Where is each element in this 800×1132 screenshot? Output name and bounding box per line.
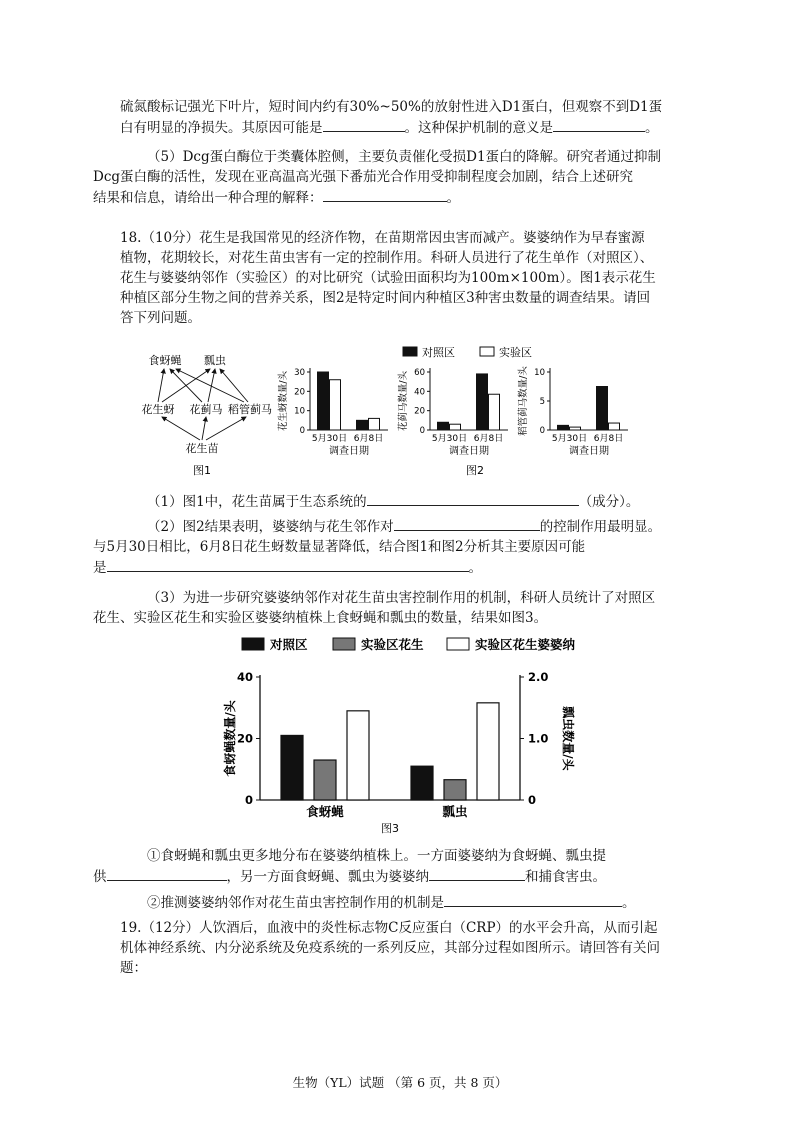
legend-swatch-experiment bbox=[480, 347, 494, 356]
answer-blank[interactable] bbox=[323, 187, 447, 202]
legend-swatch-control bbox=[242, 638, 264, 650]
bar bbox=[444, 780, 466, 800]
y-tick-label: 10 bbox=[294, 406, 305, 417]
y-tick-label: 20 bbox=[294, 387, 305, 398]
bar bbox=[281, 735, 303, 800]
y-tick-label: 60 bbox=[414, 368, 425, 378]
bar bbox=[609, 423, 620, 430]
y-tick-label: 0 bbox=[539, 426, 545, 436]
y-tick-label: 10 bbox=[534, 368, 545, 378]
bar bbox=[570, 427, 581, 430]
q18-intro-3: 花生与婆婆纳邻作（实验区）的对比研究（试验田面积均为100m×100m）。图1表示花生 bbox=[120, 270, 656, 286]
axis-label-y: 稻管蓟马数量/头 bbox=[518, 366, 529, 436]
figure-2-caption: 图2 bbox=[466, 464, 484, 477]
q18-sub1 bbox=[120, 491, 685, 512]
q18-sub3 bbox=[93, 588, 685, 628]
answer-blank[interactable] bbox=[429, 866, 525, 881]
legend-swatch-exp-speedwell bbox=[447, 638, 469, 650]
q18-sub2-b: 的控制作用最明显。 bbox=[539, 519, 662, 535]
figure-2-panels bbox=[277, 366, 628, 457]
q18-sub3-b: 花生、实验区花生和实验区婆婆纳植株上食蚜蝇和瓢虫的数量，结果如图3。 bbox=[93, 610, 548, 626]
bar bbox=[477, 374, 488, 430]
legend-label-control: 对照区 bbox=[422, 346, 455, 359]
q18-c1-d: 和捕食害虫。 bbox=[525, 869, 606, 885]
q18-sub2-d: 是 bbox=[93, 560, 107, 576]
q18-sub2-a: （2）图2结果表明，婆婆纳与花生邻作对 bbox=[147, 519, 394, 535]
x-tick-label: 食蚜蝇 bbox=[306, 804, 344, 819]
x-tick-label: 6月8日 bbox=[593, 434, 624, 444]
legend-label-control: 对照区 bbox=[270, 637, 308, 652]
q18-sub1-b: （成分）。 bbox=[578, 494, 640, 510]
y-tick-label: 20 bbox=[414, 406, 425, 417]
figure-2-legend bbox=[403, 345, 532, 359]
bar bbox=[489, 394, 500, 430]
q19-line-2: 机体神经系统、内分泌系统及免疫系统的一系列反应，其部分过程如图所示。请回答有关问 bbox=[120, 940, 660, 956]
bar bbox=[357, 420, 368, 430]
bar bbox=[330, 380, 341, 430]
figure-1-caption: 图1 bbox=[193, 464, 211, 477]
figures-1-2 bbox=[120, 342, 680, 480]
q18-c1-a: ①食蚜蝇和瓢虫更多地分布在婆婆纳植株上。一方面婆婆纳为食蚜蝇、瓢虫提 bbox=[147, 848, 606, 864]
legend-label-exp-peanut: 实验区花生 bbox=[361, 637, 424, 652]
q18-sub2-c: 与5月30日相比，6月8日花生蚜数量显著降低，结合图1和图2分析其主要原因可能 bbox=[93, 539, 586, 555]
q17-p5-a: （5）Dcg蛋白酶位于类囊体腔侧，主要负责催化受损D1蛋白的降解。研究者通过抑制 bbox=[147, 149, 662, 165]
q18-sub1-a: （1）图1中，花生苗属于生态系统的 bbox=[147, 494, 367, 510]
answer-blank[interactable] bbox=[323, 117, 405, 132]
q19-intro bbox=[120, 918, 685, 978]
q17-p5-b: Dcg蛋白酶的活性，发现在亚高温高光强下番茄光合作用受抑制程度会加剧，结合上述研究 bbox=[93, 169, 634, 185]
q19-line-3: 题： bbox=[120, 960, 147, 976]
axis-label-x: 调查日期 bbox=[329, 446, 369, 457]
q18-intro bbox=[120, 228, 685, 328]
food-web bbox=[142, 353, 273, 477]
bar bbox=[411, 766, 433, 800]
x-tick-label: 6月8日 bbox=[353, 434, 384, 444]
bar bbox=[369, 418, 380, 430]
x-tick-label: 5月30日 bbox=[431, 434, 468, 444]
page-footer: 生物（YL）试题 （第 6 页，共 8 页） bbox=[292, 1075, 508, 1090]
q18-item2 bbox=[120, 892, 685, 913]
q17-cont-c: 。这种保护机制的意义是 bbox=[404, 120, 553, 136]
node-flower-thrips: 花蓟马 bbox=[189, 403, 223, 416]
axis-label-y-right: 瓢虫数量/头 bbox=[561, 706, 575, 771]
y-tick-label-left: 20 bbox=[236, 731, 253, 746]
node-peanut-aphid: 花生蚜 bbox=[141, 403, 175, 416]
figure-3-caption: 图3 bbox=[381, 822, 399, 835]
figure-3-legend bbox=[242, 637, 576, 652]
q17-p5-c: 结果和信息，请给出一种合理的解释： bbox=[93, 190, 323, 206]
y-tick-label: 5 bbox=[539, 397, 545, 407]
node-peanut-seedling: 花生苗 bbox=[185, 442, 219, 455]
bar bbox=[438, 422, 449, 430]
x-tick-label: 5月30日 bbox=[551, 434, 588, 444]
y-tick-label: 40 bbox=[414, 387, 425, 398]
q18-item1 bbox=[93, 846, 685, 887]
q17-p5-d: 。 bbox=[446, 190, 460, 206]
q17-part5 bbox=[93, 147, 685, 208]
legend-swatch-control bbox=[403, 347, 417, 356]
bar bbox=[477, 703, 499, 800]
bar bbox=[314, 760, 336, 800]
node-rice-thrips: 稻管蓟马 bbox=[228, 403, 272, 416]
x-tick-label: 瓢虫 bbox=[442, 804, 468, 819]
bar bbox=[347, 711, 369, 800]
bar bbox=[597, 387, 608, 431]
node-ladybug: 瓢虫 bbox=[204, 354, 226, 367]
y-tick-label: 30 bbox=[294, 368, 305, 378]
y-tick-label-right: 1.0 bbox=[528, 731, 549, 746]
q18-sub2-e: 。 bbox=[468, 560, 482, 576]
answer-blank[interactable] bbox=[553, 117, 645, 132]
answer-blank[interactable] bbox=[107, 557, 469, 572]
q18-c1-c: ，另一方面食蚜蝇、瓢虫为婆婆纳 bbox=[226, 869, 429, 885]
q18-intro-5: 答下列问题。 bbox=[120, 310, 201, 326]
legend-label-experiment: 实验区 bbox=[499, 346, 532, 359]
x-tick-label: 5月30日 bbox=[311, 434, 348, 444]
bar bbox=[450, 424, 461, 430]
axis-label-y: 花生蚜数量/头 bbox=[278, 370, 289, 432]
y-tick-label-left: 40 bbox=[236, 670, 253, 684]
q17-cont-b: 白有明显的净损失。其原因可能是 bbox=[120, 120, 323, 136]
axis-label-y-left: 食蚜蝇数量/头 bbox=[223, 700, 237, 777]
q18-c2-a: ②推测婆婆纳邻作对花生苗虫害控制作用的机制是 bbox=[147, 895, 444, 911]
y-tick-label-left: 0 bbox=[244, 793, 253, 807]
q18-sub2 bbox=[93, 516, 685, 578]
legend-label-exp-speedwell: 实验区花生婆婆纳 bbox=[475, 637, 576, 652]
x-tick-label: 6月8日 bbox=[473, 434, 504, 444]
q18-intro-1: 18.（10分）花生是我国常见的经济作物，在苗期常因虫害而减产。婆婆纳作为早春蜜源 bbox=[120, 230, 645, 246]
answer-blank[interactable] bbox=[367, 491, 579, 506]
q18-sub3-a: （3）为进一步研究婆婆纳邻作对花生苗虫害控制作用的机制，科研人员统计了对照区 bbox=[147, 590, 656, 606]
axis-label-x: 调查日期 bbox=[569, 446, 609, 457]
q18-c2-b: 。 bbox=[622, 895, 636, 911]
y-tick-label: 0 bbox=[299, 426, 305, 436]
node-hoverfly: 食蚜蝇 bbox=[148, 354, 182, 367]
q17-cont-a: 硫氮酸标记强光下叶片，短时间内约有30%~50%的放射性进入D1蛋白，但观察不到D1蛋 bbox=[120, 99, 663, 115]
y-tick-label: 0 bbox=[419, 426, 425, 436]
q18-intro-4: 种植区部分生物之间的营养关系，图2是特定时间内种植区3种害虫数量的调查结果。请回 bbox=[120, 290, 651, 306]
answer-blank[interactable] bbox=[444, 892, 622, 907]
bar bbox=[318, 372, 329, 430]
q17-cont-d: 。 bbox=[645, 120, 659, 136]
q17-continuation bbox=[120, 97, 685, 138]
answer-blank[interactable] bbox=[394, 516, 540, 531]
q19-line-1: 19.（12分）人饮酒后，血液中的炎性标志物C反应蛋白（CRP）的水平会升高，从而引起 bbox=[120, 920, 658, 936]
figure-3 bbox=[200, 632, 620, 840]
legend-swatch-exp-peanut bbox=[333, 638, 355, 650]
y-tick-label-right: 0 bbox=[528, 793, 537, 807]
axis-label-y: 花蓟马数量/头 bbox=[398, 370, 409, 432]
bar bbox=[558, 425, 569, 430]
figure-3-plot bbox=[222, 670, 576, 819]
y-tick-label-right: 2.0 bbox=[528, 670, 549, 684]
answer-blank[interactable] bbox=[107, 866, 227, 881]
axis-label-x: 调查日期 bbox=[449, 446, 489, 457]
q18-c1-b: 供 bbox=[93, 869, 107, 885]
q18-intro-2: 植物，花期较长，对花生苗虫害有一定的控制作用。科研人员进行了花生单作（对照区）、 bbox=[120, 250, 654, 266]
